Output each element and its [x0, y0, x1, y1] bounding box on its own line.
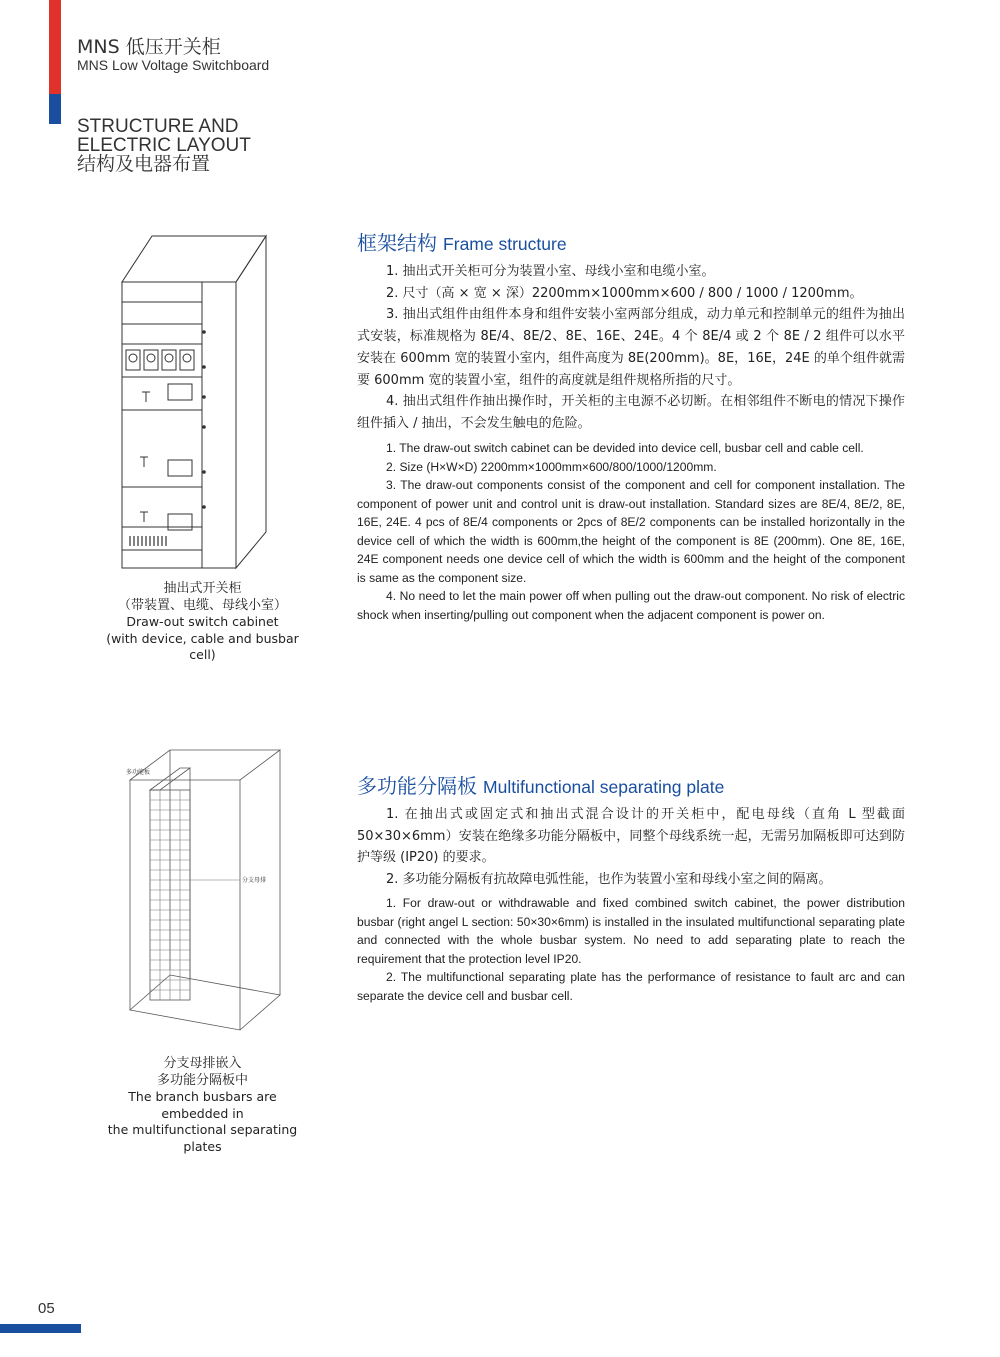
separating-plate-drawing — [120, 740, 285, 1040]
paragraph: 1. 在抽出式或固定式和抽出式混合设计的开关柜中，配电母线（直角 L 型截面 50×30×6mm）安装在绝缘多功能分隔板中，同整个母线系统一起，无需另加隔板即可达到防护等级 (IP20) 的要求。 — [357, 807, 905, 866]
header-title-cn: MNS 低压开关柜 — [77, 36, 221, 58]
frame-structure-title — [357, 227, 567, 256]
plate-body-cn — [357, 804, 905, 891]
figure1-caption-cn-1: 抽出式开关柜 — [163, 581, 242, 596]
paragraph: 3. The draw-out components consist of the component and cell for component installation. The component of power unit and control unit is draw-out installation. Standard sizes are 8E/4, 8E/2, 8E, 16E, 24E. 4 pcs of 8E/4 components or 2pcs of 8E/2 components can be installed horizontally in the device cell of which the width is 600mm,the height of the component is 8E (200mm). One 8E, 16E, 24E component needs one device cell of which the width is 600mm and the height of the component is same as the component size. — [357, 478, 905, 585]
section-title — [77, 117, 251, 174]
paragraph: 1. The draw-out switch cabinet can be devided into device cell, busbar cell and cable cell. — [386, 441, 864, 455]
figure2-caption-cn-1: 分支母排嵌入 — [163, 1056, 242, 1071]
section-title-en-1: STRUCTURE AND — [77, 116, 239, 137]
plate-title-cn: 多功能分隔板 — [357, 774, 477, 798]
figure1-caption-en-2: (with device, cable and busbar cell) — [106, 630, 299, 662]
section-title-cn: 结构及电器布置 — [77, 153, 211, 175]
frame-body-cn — [357, 261, 905, 435]
header-title-en: MNS Low Voltage Switchboard — [77, 57, 270, 73]
accent-bar-red — [49, 0, 61, 94]
frame-title-en: Frame structure — [443, 234, 567, 254]
paragraph: 1. 抽出式开关柜可分为装置小室、母线小室和电缆小室。 — [386, 264, 715, 279]
paragraph: 2. 多功能分隔板有抗故障电弧性能，也作为装置小室和母线小室之间的隔离。 — [386, 872, 832, 888]
section-title-en-2: ELECTRIC LAYOUT — [77, 135, 251, 156]
paragraph: 1. For draw-out or withdrawable and fixed combined switch cabinet, the power distribution busbar (right angel L section: 50×30×6mm) is installed in the insulated multifunctional separating plate and connected with the whole busbar system. No need to add separating plate to reach the requirement that the protection level IP20. — [357, 896, 905, 966]
figure1-caption-en-1: Draw-out switch cabinet — [126, 614, 279, 629]
plate-label: 多功能板 — [126, 769, 151, 776]
plate-body-en — [357, 894, 905, 1005]
paragraph: 4. No need to let the main power off when pulling out the draw-out component. No risk of electric shock when inserting/pulling out component when the adjacent component is power on. — [357, 589, 905, 622]
figure2-caption — [95, 1056, 310, 1155]
figure1-caption-cn-2: （带装置、电缆、母线小室） — [117, 597, 287, 613]
figure2-caption-en-1: The branch busbars are embedded in — [128, 1089, 277, 1121]
cabinet-drawing — [118, 232, 268, 572]
figure1-caption — [100, 581, 305, 664]
paragraph: 2. Size (H×W×D) 2200mm×1000mm×600/800/1000/1200mm. — [386, 459, 717, 474]
footer-accent-bar — [0, 1324, 81, 1333]
paragraph: 2. 尺寸（高 × 宽 × 深）2200mm×1000mm×600 / 800 / 1000 / 1200mm。 — [386, 285, 863, 301]
figure2-caption-cn-2: 多功能分隔板中 — [156, 1072, 248, 1088]
busbar-label: 分支母排 — [242, 877, 267, 884]
plate-title-en: Multifunctional separating plate — [483, 777, 725, 797]
frame-title-cn: 框架结构 — [357, 231, 437, 255]
page-number: 05 — [38, 1300, 55, 1317]
figure2-caption-en-2: the multifunctional separating plates — [107, 1122, 298, 1154]
accent-bar-blue — [49, 94, 61, 124]
paragraph: 3. 抽出式组件由组件本身和组件安装小室两部分组成，动力单元和控制单元的组件为抽出式安装，标准规格为 8E/4、8E/2、8E、16E、24E。4 个 8E/4 或 2 个 8E / 2 组件可以水平安装在 600mm 宽的装置小室内，组件高度为 8E(200mm)。8E，16E，24E 的单个组件就需要 600mm 宽的装置小室，组件的高度就是组件规格所指的尺寸。 — [357, 307, 905, 388]
frame-body-en — [357, 439, 905, 624]
paragraph: 2. The multifunctional separating plate has the performance of resistance to fault arc and can separate the device cell and busbar cell. — [357, 970, 905, 1003]
paragraph: 4. 抽出式组件作抽出操作时，开关柜的主电源不必切断。在相邻组件不断电的情况下操作组件插入 / 抽出，不会发生触电的危险。 — [357, 394, 905, 431]
separating-plate-title — [357, 770, 724, 799]
